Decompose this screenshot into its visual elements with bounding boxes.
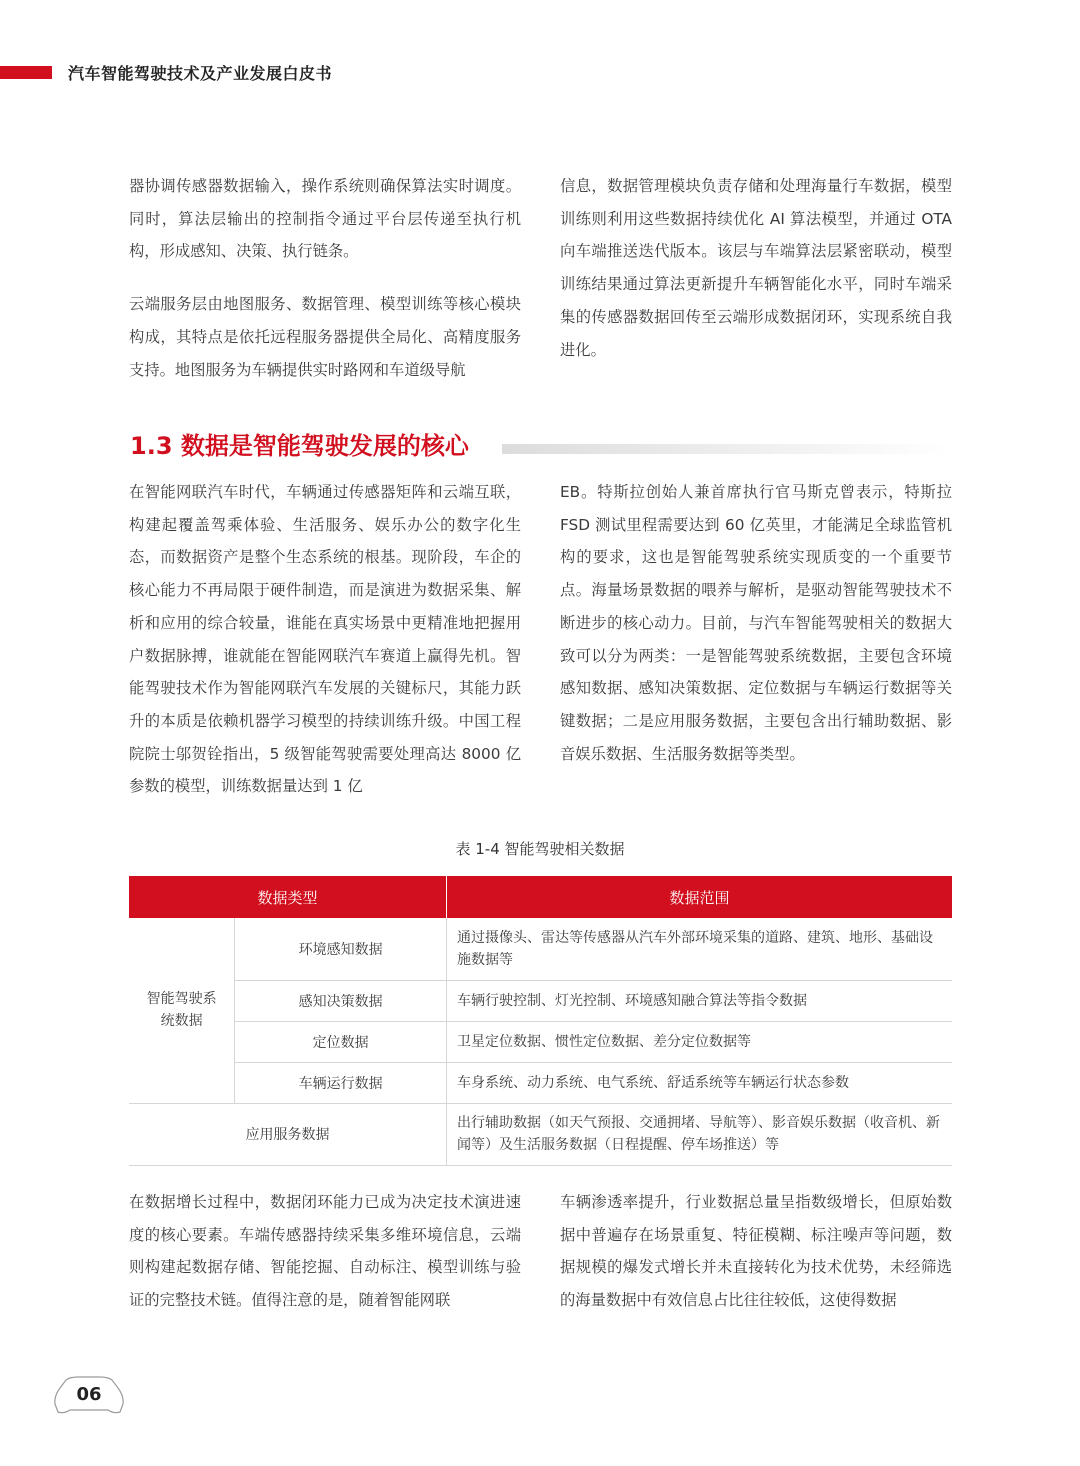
row-name: 定位数据 <box>235 1021 447 1062</box>
header-data-range: 数据范围 <box>447 876 953 918</box>
section-right-column <box>560 476 952 770</box>
row-range: 车身系统、动力系统、电气系统、舒适系统等车辆运行状态参数 <box>447 1062 953 1103</box>
row-range: 卫星定位数据、惯性定位数据、差分定位数据等 <box>447 1021 953 1062</box>
top-right-column <box>560 170 952 366</box>
row-name: 车辆运行数据 <box>235 1062 447 1103</box>
table-header-row <box>129 876 952 918</box>
header-data-type: 数据类型 <box>129 876 447 918</box>
table-row <box>129 918 952 980</box>
bottom-right-column <box>560 1186 952 1317</box>
row-name: 感知决策数据 <box>235 980 447 1021</box>
section-title: 1.3 数据是智能驾驶发展的核心 <box>130 432 469 460</box>
row-range: 通过摄像头、雷达等传感器从汽车外部环境采集的道路、建筑、地形、基础设施数据等 <box>447 918 953 980</box>
paragraph: 车辆渗透率提升，行业数据总量呈指数级增长，但原始数据中普遍存在场景重复、特征模糊、标注噪声等问题，数据规模的爆发式增长并未直接转化为技术优势，未经筛选的海量数据中有效信息占比往往较低，这使得数据 <box>560 1193 952 1310</box>
table-row <box>129 1062 952 1103</box>
paragraph: 在数据增长过程中，数据闭环能力已成为决定技术演进速度的核心要素。车端传感器持续采集多维环境信息，云端则构建起数据存储、智能挖掘、自动标注、模型训练与验证的完整技术链。值得注意的是，随着智能网联 <box>129 1193 521 1310</box>
row-range: 车辆行驶控制、灯光控制、环境感知融合算法等指令数据 <box>447 980 953 1021</box>
header-title: 汽车智能驾驶技术及产业发展白皮书 <box>68 64 333 83</box>
table-row <box>129 1103 952 1165</box>
table-row <box>129 980 952 1021</box>
top-left-column <box>129 170 521 386</box>
table-caption: 表 1-4 智能驾驶相关数据 <box>455 840 625 858</box>
header-accent-bar <box>0 66 52 79</box>
paragraph: 器协调传感器数据输入，操作系统则确保算法实时调度。同时，算法层输出的控制指令通过平台层传递至执行机构，形成感知、决策、执行链条。 <box>129 177 521 261</box>
group-label: 智能驾驶系统数据 <box>129 918 235 1103</box>
row-range: 出行辅助数据（如天气预报、交通拥堵、导航等）、影音娱乐数据（收音机、新闻等）及生活服务数据（日程提醒、停车场推送）等 <box>447 1103 953 1165</box>
paragraph: 信息，数据管理模块负责存储和处理海量行车数据，模型训练则利用这些数据持续优化 AI 算法模型，并通过 OTA 向车端推送迭代版本。该层与车端算法层紧密联动，模型训练结果通过算法更新提升车辆智能化水平，同时车端采集的传感器数据回传至云端形成数据闭环，实现系统自我进化。 <box>560 177 952 359</box>
paragraph: EB。特斯拉创始人兼首席执行官马斯克曾表示，特斯拉 FSD 测试里程需要达到 60 亿英里，才能满足全球监管机构的要求，这也是智能驾驶系统实现质变的一个重要节点。海量场景数据的喂养与解析，是驱动智能驾驶技术不断进步的核心动力。目前，与汽车智能驾驶相关的数据大致可以分为两类：一是智能驾驶系统数据，主要包含环境感知数据、感知决策数据、定位数据与车辆运行数据等关键数据；二是应用服务数据，主要包含出行辅助数据、影音娱乐数据、生活服务数据等类型。 <box>560 483 952 763</box>
paragraph: 云端服务层由地图服务、数据管理、模型训练等核心模块构成，其特点是依托远程服务器提供全局化、高精度服务支持。地图服务为车辆提供实时路网和车道级导航 <box>129 295 521 379</box>
row-name: 应用服务数据 <box>129 1103 447 1165</box>
paragraph: 在智能网联汽车时代，车辆通过传感器矩阵和云端互联，构建起覆盖驾乘体验、生活服务、娱乐办公的数字化生态，而数据资产是整个生态系统的根基。现阶段，车企的核心能力不再局限于硬件制造，而是演进为数据采集、解析和应用的综合较量，谁能在真实场景中更精准地把握用户数据脉搏，谁就能在智能网联汽车赛道上赢得先机。智能驾驶技术作为智能网联汽车发展的关键标尺，其能力跃升的本质是依赖机器学习模型的持续训练升级。中国工程院院士邬贺铨指出，5 级智能驾驶需要处理高达 8000 亿参数的模型，训练数据量达到 1 亿 <box>129 483 521 796</box>
bottom-left-column <box>129 1186 521 1317</box>
section-title-rule <box>502 444 952 454</box>
section-left-column <box>129 476 521 803</box>
row-name: 环境感知数据 <box>235 918 447 980</box>
table-row <box>129 1021 952 1062</box>
data-table <box>129 876 952 1166</box>
page-number: 06 <box>76 1384 102 1405</box>
